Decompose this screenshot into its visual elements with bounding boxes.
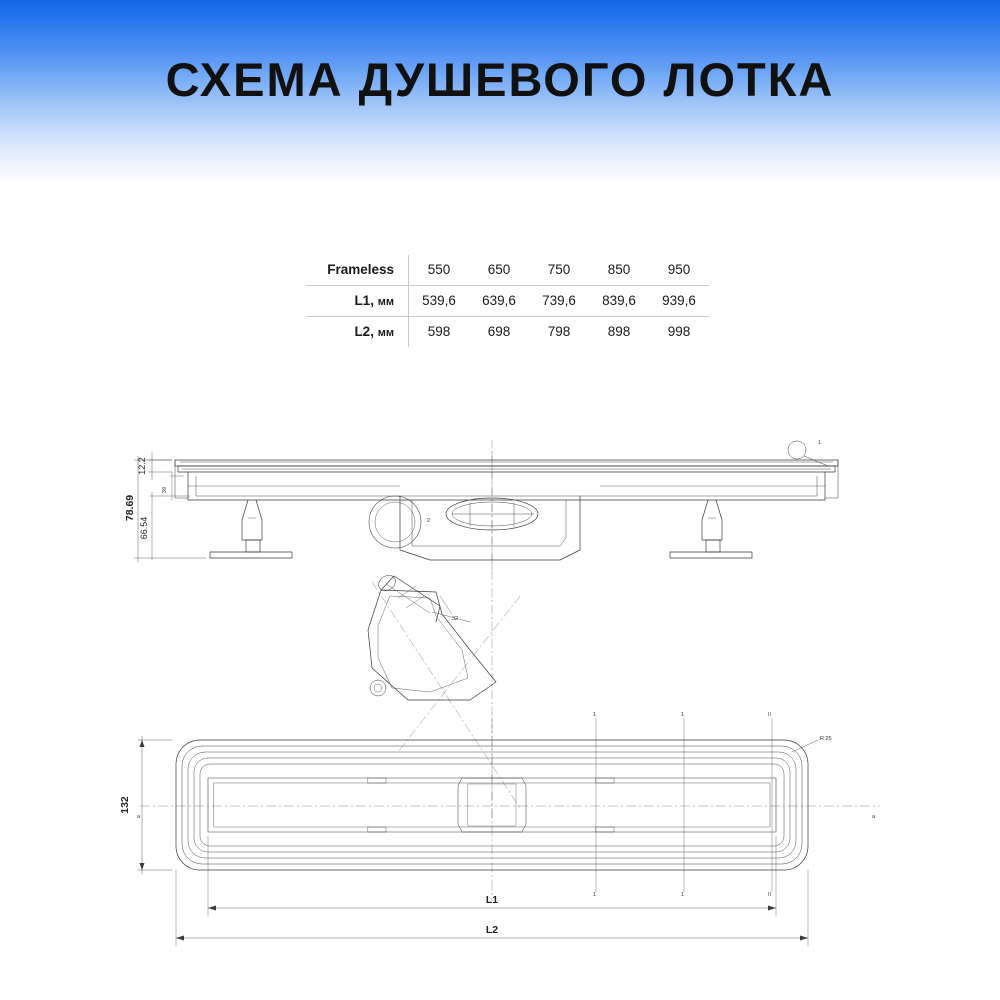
table-cell: 850 bbox=[589, 255, 649, 286]
table-cell: 798 bbox=[547, 324, 571, 339]
dim-length-l1: L1 bbox=[485, 894, 499, 906]
table-row bbox=[306, 317, 709, 348]
top-view-dimension-labels bbox=[119, 712, 876, 936]
dim-outlet-diameter: 32 bbox=[452, 616, 459, 622]
dim-grate-thickness: 12.2 bbox=[137, 457, 147, 475]
table-cell: 950 bbox=[649, 255, 709, 286]
row-label-text: L1, bbox=[354, 293, 374, 308]
table-cell: 550 bbox=[409, 255, 470, 286]
dim-width: 132 bbox=[119, 796, 131, 814]
marker-top-3: II bbox=[768, 712, 772, 718]
spec-table bbox=[306, 255, 709, 347]
marker-bottom-3: II bbox=[768, 892, 772, 898]
marker-top-2: 1 bbox=[681, 712, 685, 718]
outlet-view-dimension-labels bbox=[452, 616, 458, 622]
page-title: СХЕМА ДУШЕВОГО ЛОТКА bbox=[165, 53, 835, 106]
table-cell: 539,6 bbox=[409, 286, 470, 317]
top-view-drawing bbox=[138, 718, 880, 946]
dim-length-l2: L2 bbox=[485, 924, 499, 936]
table-cell: 650 bbox=[469, 255, 529, 286]
dim-leader-1: 1 bbox=[818, 440, 822, 446]
row-label-unit: мм bbox=[377, 327, 394, 339]
table-cell: 750 bbox=[529, 255, 589, 286]
table-cell: 639,6 bbox=[469, 286, 529, 317]
dim-inner-height: 39 bbox=[162, 486, 168, 494]
table-row-label bbox=[306, 286, 409, 317]
row-label-unit: мм bbox=[377, 296, 394, 308]
dim-height-body: 66.54 bbox=[139, 516, 149, 540]
table-row bbox=[306, 286, 709, 317]
table-row-label: Frameless bbox=[306, 255, 409, 286]
outlet-view-drawing bbox=[368, 452, 520, 820]
marker-top-1: 1 bbox=[593, 712, 597, 718]
marker-right-a: a bbox=[872, 814, 876, 820]
table-cell: 939,6 bbox=[649, 286, 709, 317]
dim-corner-radius: R 25 bbox=[820, 736, 832, 742]
table-cell: 739,6 bbox=[529, 286, 589, 317]
technical-drawing bbox=[0, 400, 1000, 1000]
table-cell: 839,6 bbox=[589, 286, 649, 317]
table-row bbox=[306, 255, 709, 286]
marker-bottom-2: 1 bbox=[681, 892, 685, 898]
dim-outlet-marker: 2 bbox=[427, 518, 431, 524]
dim-height-total: 78.69 bbox=[124, 494, 136, 522]
row-label-text: L2, bbox=[354, 324, 374, 339]
side-view-drawing bbox=[134, 440, 838, 570]
table-row-label bbox=[306, 317, 409, 348]
marker-left-a: a bbox=[137, 814, 141, 820]
table-cell: 898 bbox=[607, 324, 631, 339]
table-cell: 698 bbox=[487, 324, 511, 339]
table-cell: 598 bbox=[427, 324, 451, 339]
marker-bottom-1: 1 bbox=[593, 892, 597, 898]
table-cell: 998 bbox=[667, 324, 691, 339]
